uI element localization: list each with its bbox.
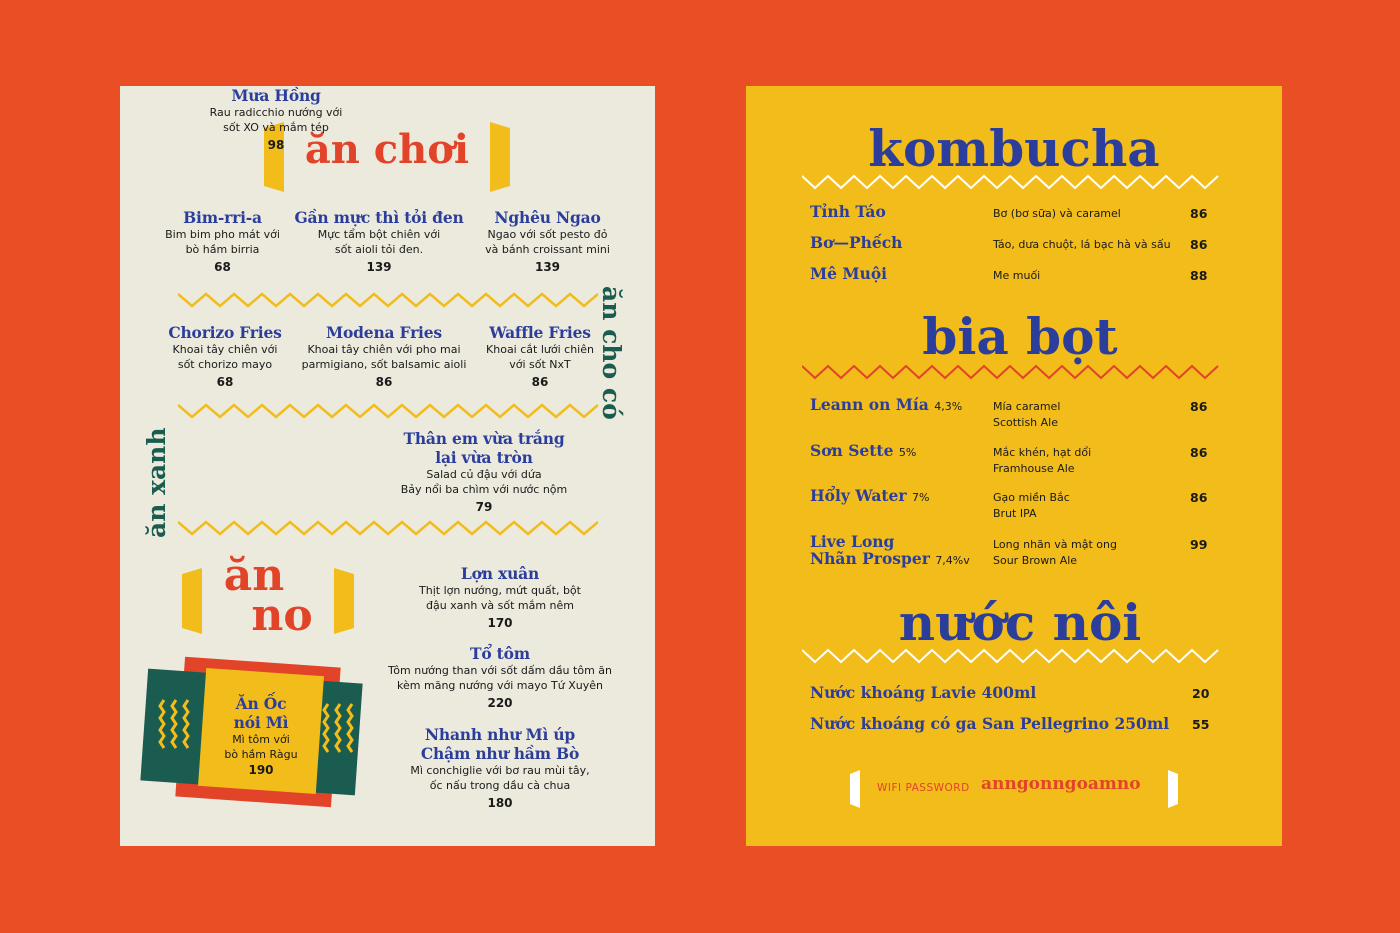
- section-title-an-choi: ăn chơi: [304, 126, 470, 173]
- drink-desc: Mắc khén, hạt dổi Framhouse Ale: [993, 446, 1092, 475]
- wifi-label: WIFI PASSWORD: [877, 782, 970, 794]
- item-desc: Mì tôm với bò hầm Ràgu: [224, 733, 298, 761]
- section-title-an-no: ăn no: [223, 550, 313, 641]
- menu-item: [392, 429, 576, 514]
- drink-name: Tỉnh Táo: [810, 202, 886, 221]
- item-price: 139: [366, 260, 392, 274]
- drink-abv: 4,3%: [934, 400, 963, 413]
- item-name: Ăn Ốc nói Mì: [233, 694, 289, 732]
- zigzag-divider: [802, 648, 1224, 664]
- drink-abv: 7,4%v: [935, 554, 970, 567]
- item-price: 68: [214, 260, 231, 274]
- drink-name: Sơn Sette 5%: [810, 441, 917, 460]
- drink-price: 55: [1192, 717, 1210, 732]
- drink-name: Live Long Nhãn Prosper 7,4%v: [810, 532, 970, 568]
- menu-item: [370, 644, 630, 710]
- item-desc: Khoai tây chiên với sốt chorizo mayo: [172, 343, 278, 371]
- menu-item: [295, 323, 473, 389]
- item-price: 98: [267, 138, 285, 152]
- section-title-kombucha: kombucha: [868, 119, 1160, 178]
- drink-price: 86: [1190, 237, 1208, 252]
- item-name: Thân em vừa trắng lại vừa tròn: [403, 429, 565, 467]
- drink-desc: Long nhãn và mật ong Sour Brown Ale: [993, 538, 1117, 567]
- item-price: 180: [487, 796, 513, 810]
- item-name: Bim-rri-a: [183, 208, 262, 227]
- item-name: Waffle Fries: [489, 323, 591, 342]
- menu-item: [478, 323, 602, 389]
- ornament-icon: [320, 700, 360, 760]
- menu-item: [160, 323, 290, 389]
- item-desc: Mực tẩm bột chiên với sốt aioli tỏi đen.: [317, 228, 441, 256]
- menu-item: [198, 86, 354, 152]
- item-name: Mưa Hồng: [231, 86, 321, 105]
- drink-name: Nước khoáng có ga San Pellegrino 250ml: [810, 714, 1170, 733]
- drink-price: 86: [1190, 399, 1208, 414]
- drink-name: Leann on Mía 4,3%: [810, 395, 963, 414]
- item-name: Nhanh như Mì úp Chậm như hầm Bò: [420, 725, 580, 763]
- item-desc: Salad củ đậu với dứa Bảy nổi ba chìm với nước nộm: [400, 468, 568, 496]
- drink-desc: Mía caramel Scottish Ale: [993, 400, 1061, 429]
- food-menu-page: [120, 86, 655, 846]
- item-price: 79: [475, 500, 493, 514]
- drink-price: 99: [1190, 537, 1208, 552]
- zigzag-divider: [178, 403, 598, 419]
- zigzag-divider: [178, 520, 598, 536]
- drink-desc: Táo, dưa chuột, lá bạc hà và sấu: [993, 238, 1171, 251]
- drink-price: 20: [1192, 686, 1210, 701]
- item-desc: Bim bim pho mát với bò hầm birria: [165, 228, 280, 256]
- menu-item: [288, 208, 470, 274]
- item-desc: Rau radicchio nướng với sốt XO và mắm tép: [209, 106, 343, 134]
- drink-name: Mê Muội: [810, 264, 888, 283]
- menu-item: [370, 564, 630, 630]
- drink-name: Hổly Water 7%: [810, 486, 930, 505]
- menu-item: [370, 725, 630, 810]
- item-name: Chorizo Fries: [168, 323, 282, 342]
- zigzag-divider: [802, 364, 1224, 380]
- item-desc: Tôm nướng than với sốt dấm dầu tôm ăn kèm măng nướng với mayo Tứ Xuyên: [388, 664, 612, 692]
- menu-item: [470, 208, 625, 274]
- menu-item: [206, 694, 316, 777]
- item-name: Nghêu Ngao: [494, 208, 601, 227]
- drink-price: 86: [1190, 206, 1208, 221]
- item-name: Lợn xuân: [460, 564, 540, 583]
- section-title-bia-bot: bia bọt: [922, 307, 1118, 366]
- side-label-an-cho-co: ăn cho có: [597, 286, 626, 420]
- item-price: 86: [375, 375, 393, 389]
- item-price: 68: [216, 375, 234, 389]
- drink-price: 88: [1190, 268, 1208, 283]
- item-price: 139: [534, 260, 561, 274]
- item-desc: Mì conchiglie với bơ rau mùi tây, ốc nấu trong dầu cà chua: [410, 764, 590, 792]
- ornament-icon: [156, 696, 196, 756]
- drink-desc: Gạo miền Bắc Brut IPA: [993, 491, 1070, 520]
- drinks-menu-page: [746, 86, 1282, 846]
- item-name: Gần mực thì tỏi đen: [294, 208, 464, 227]
- item-price: 170: [487, 616, 513, 630]
- item-price: 220: [487, 696, 513, 710]
- zigzag-divider: [802, 174, 1224, 190]
- item-desc: Ngao với sốt pesto đỏ và bánh croissant mini: [485, 228, 610, 256]
- zigzag-divider: [178, 292, 598, 308]
- section-title-nuoc-noi: nước nôi: [898, 593, 1142, 652]
- item-price: 190: [248, 763, 274, 777]
- drink-price: 86: [1190, 445, 1208, 460]
- item-name: Modena Fries: [326, 323, 442, 342]
- drink-desc: Bơ (bơ sữa) và caramel: [993, 207, 1121, 220]
- drink-name: Bơ—Phếch: [810, 233, 903, 252]
- item-name: Tổ tôm: [470, 644, 530, 663]
- wifi-password: anngonngoamno: [981, 774, 1141, 794]
- item-desc: Thịt lợn nướng, mứt quất, bột đậu xanh và sốt mắm nêm: [419, 584, 581, 612]
- drink-name: Nước khoáng Lavie 400ml: [810, 683, 1037, 702]
- drink-abv: 5%: [898, 446, 917, 459]
- item-price: 86: [531, 375, 549, 389]
- drink-desc: Me muối: [993, 269, 1041, 282]
- drink-abv: 7%: [911, 491, 930, 504]
- drink-price: 86: [1190, 490, 1208, 505]
- menu-item: [150, 208, 295, 274]
- item-desc: Khoai cắt lưới chiên với sốt NxT: [486, 343, 594, 371]
- item-desc: Khoai tây chiên với pho mai parmigiano, sốt balsamic aioli: [301, 343, 467, 371]
- side-label-an-xanh: ăn xanh: [142, 427, 171, 538]
- special-item-card: [144, 660, 359, 806]
